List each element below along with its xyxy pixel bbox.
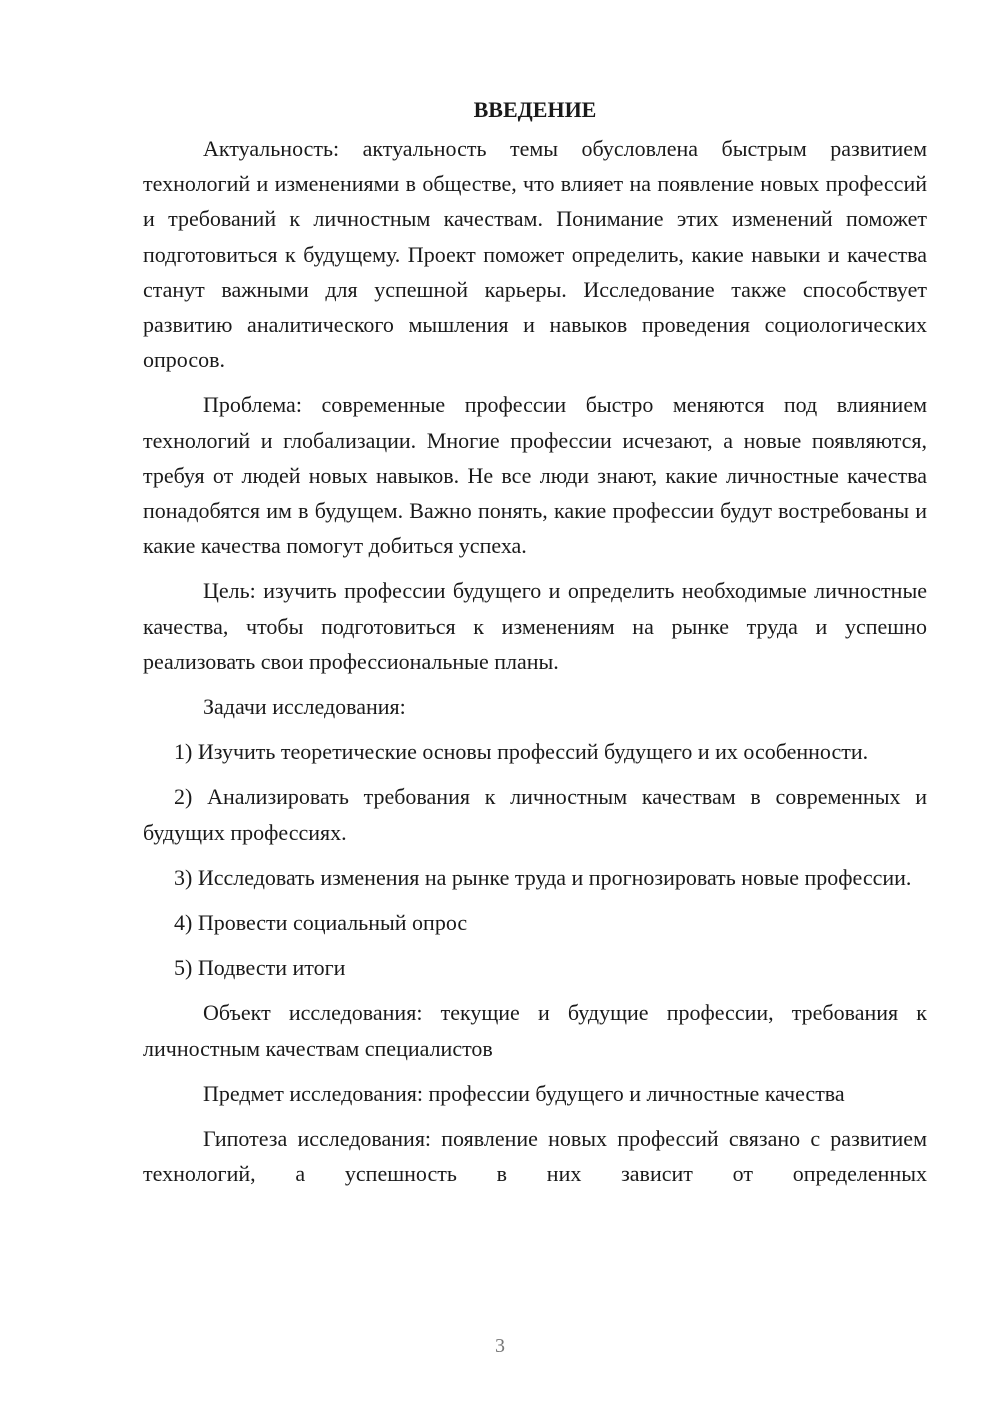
paragraph-tasks-heading: Задачи исследования: [203,694,406,720]
task-item-3: 3) Исследовать изменения на рынке труда и прогнозировать новые профессии. [174,864,912,890]
section-title: ВВЕДЕНИЕ [473,97,597,122]
task-item-1: 1) Изучить теоретические основы профессий будущего и их особенности. [174,739,869,765]
paragraph-relevance: Актуальность: актуальность темы обусловлена быстрым развитием технологий и изменениями в обществе, что влияет на появление новых профессий и требований к личностным качествам. Понимание этих изменений поможет подготовиться к будущему. Проект поможет определить, какие навыки и качества станут важными для успешной карьеры. Исследование также способствует развитию аналитического мышления и навыков проведения социологических опросов. [143,136,927,373]
paragraph-hypothesis: Гипотеза исследования: появление новых профессий связано с развитием технологий, а успешность в них зависит от определенных [143,1126,927,1187]
task-item-4: 4) Провести социальный опрос [174,910,468,936]
page-number: 3 [495,1335,505,1357]
paragraph-object: Объект исследования: текущие и будущие профессии, требования к личностным качествам специалистов [143,1000,927,1061]
task-item-2: 2) Анализировать требования к личностным качествам в современных и будущих профессиях. [143,784,927,845]
paragraph-problem: Проблема: современные профессии быстро меняются под влиянием технологий и глобализации. Многие профессии исчезают, а новые появляются, требуя от людей новых навыков. Не все люди знают, какие личностные качества понадобятся им в будущем. Важно понять, какие профессии будут востребованы и какие качества помогут добиться успеха. [143,392,927,559]
document-page [143,92,927,1201]
paragraph-goal: Цель: изучить профессии будущего и определить необходимые личностные качества, чтобы подготовиться к изменениям на рынке труда и успешно реализовать свои профессиональные планы. [143,578,927,674]
task-item-5: 5) Подвести итоги [174,955,346,981]
paragraph-subject: Предмет исследования: профессии будущего и личностные качества [203,1080,845,1106]
